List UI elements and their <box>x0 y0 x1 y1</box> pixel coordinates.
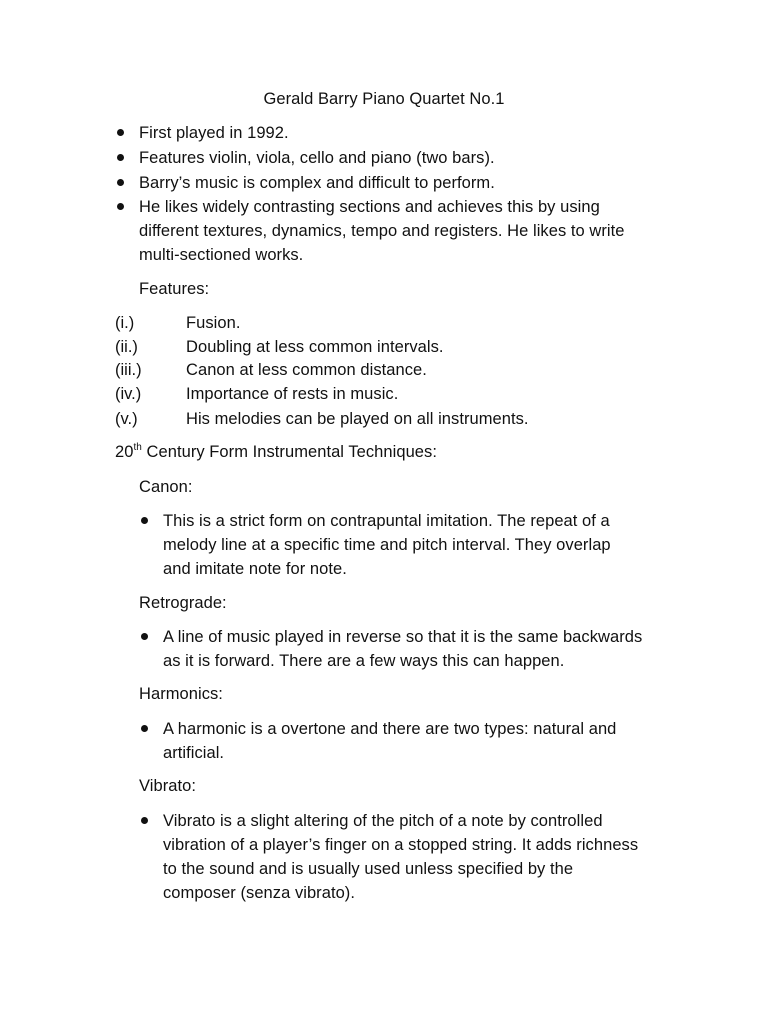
technique-line: and imitate note for note. <box>163 560 347 578</box>
feature-number: (i.) <box>115 314 135 332</box>
technique-heading-harmonics: Harmonics: <box>139 685 223 703</box>
technique-line: vibration of a player’s finger on a stopped string. It adds richness <box>163 836 639 854</box>
technique-line: A line of music played in reverse so that it is the same backwards <box>163 628 643 646</box>
bullet-icon <box>141 517 148 524</box>
bullet-icon <box>117 154 124 161</box>
feature-text: Canon at less common distance. <box>186 361 427 379</box>
features-heading: Features: <box>139 280 210 298</box>
techniques-heading <box>115 440 437 464</box>
intro-bullet-line: Features violin, viola, cello and piano (two bars). <box>139 149 495 167</box>
bullet-icon <box>117 129 124 136</box>
bullet-icon <box>117 179 124 186</box>
intro-bullet-line: First played in 1992. <box>139 124 289 142</box>
bullet-icon <box>141 633 148 640</box>
technique-line: to the sound and is usually used unless specified by the <box>163 860 574 878</box>
feature-number: (iii.) <box>115 361 142 379</box>
technique-line: A harmonic is a overtone and there are two types: natural and <box>163 720 617 738</box>
techniques-heading-text: Century Form Instrumental Techniques: <box>141 443 437 461</box>
page-title: Gerald Barry Piano Quartet No.1 <box>263 90 505 108</box>
techniques-heading-number: 20 <box>115 443 134 461</box>
bullet-icon <box>141 725 148 732</box>
intro-bullet-line: multi-sectioned works. <box>139 246 304 264</box>
intro-bullet-line: different textures, dynamics, tempo and registers. He likes to write <box>139 222 625 240</box>
technique-line: Vibrato is a slight altering of the pitch of a note by controlled <box>163 812 603 830</box>
intro-bullet-line: He likes widely contrasting sections and achieves this by using <box>139 198 600 216</box>
feature-number: (ii.) <box>115 338 138 356</box>
feature-text: Fusion. <box>186 314 241 332</box>
feature-number: (iv.) <box>115 385 142 403</box>
bullet-icon <box>141 817 148 824</box>
technique-heading-vibrato: Vibrato: <box>139 777 196 795</box>
technique-line: composer (senza vibrato). <box>163 884 355 902</box>
technique-heading-canon: Canon: <box>139 478 193 496</box>
feature-number: (v.) <box>115 410 138 428</box>
intro-bullet-line: Barry’s music is complex and difficult to perform. <box>139 174 495 192</box>
feature-text: His melodies can be played on all instruments. <box>186 410 529 428</box>
bullet-icon <box>117 203 124 210</box>
feature-text: Importance of rests in music. <box>186 385 399 403</box>
technique-line: This is a strict form on contrapuntal imitation. The repeat of a <box>163 512 610 530</box>
techniques-heading-superscript: th <box>133 441 142 453</box>
technique-line: artificial. <box>163 744 225 762</box>
technique-heading-retrograde: Retrograde: <box>139 594 227 612</box>
feature-text: Doubling at less common intervals. <box>186 338 444 356</box>
technique-line: as it is forward. There are a few ways this can happen. <box>163 652 565 670</box>
technique-line: melody line at a specific time and pitch interval. They overlap <box>163 536 611 554</box>
